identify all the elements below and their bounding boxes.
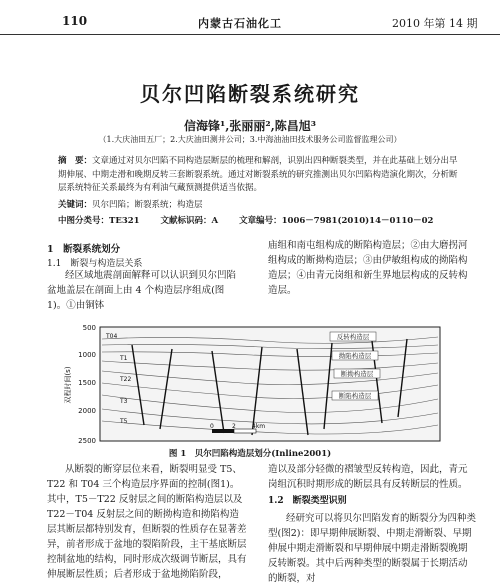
right-column-lower	[268, 462, 476, 586]
layer-label: 拗陷构造层	[338, 352, 372, 360]
paragraph-left-2: 从断裂的断穿层位来看，断裂明显受 T5、T22 和 T04 三个构造层序界面的控制(图1)。其中，T5－T22 反射层之间的断陷构造层以及 T22－T04 反射层之间的断拗构造和拗陷构造层其断层都特别发育，但断裂的性质存在显著差异，前者形成于盆地的裂陷阶段，主干基底断层控制盆地的结构，同时形成次级调节断层，具有伸展断层性质；后者形成于盆地拗陷阶段，	[47, 464, 247, 580]
y-tick-label: 2500	[78, 437, 96, 445]
horizon-label: T3	[120, 398, 128, 405]
keywords	[58, 198, 203, 210]
clc-value: TE321	[109, 216, 140, 226]
abstract-text: 文章通过对贝尔凹陷不同构造层断层的梳理和解剖，识别出四种断裂类型，并在此基础上划分出早期伸展、中期走滑和晚期反转三套断裂系统。通过对断裂系统的研究推测出贝尔凹陷构造演化期次，分析断层系统特征关系最终为有利油气藏预测提供适当依据。	[58, 156, 458, 193]
article-number-label: 文章编号：	[239, 216, 282, 226]
y-tick-label: 1000	[78, 351, 96, 359]
clc-label: 中图分类号：	[58, 216, 110, 226]
horizon-label: T1	[120, 355, 128, 362]
horizon-label: T04	[106, 333, 118, 340]
paragraph-right-1: 庙组和南屯组构成的断陷构造层；②由大磨拐河组构成的断拗构造层；③由伊敏组构成的拗陷构造层；④由青元岗组和新生界地层构成的反转构造层。	[268, 240, 468, 296]
seismic-section-svg	[62, 325, 442, 445]
y-axis	[63, 325, 96, 445]
scale-label: 4km	[252, 423, 266, 430]
paragraph-left-1: 经区域地震剖面解释可以认识到贝尔凹陷盆地盖层在剖面上由 4 个构造层序组成(图1)。①由铜钵	[47, 270, 237, 311]
section-heading-1-1: 1.1 断裂与构造层关系	[47, 259, 143, 269]
layer-label: 反转构造层	[336, 333, 370, 341]
figure-seismic-section	[62, 325, 442, 445]
journal-name: 内蒙古石油化工	[198, 17, 282, 30]
issue-info: 2010 年第 14 期	[392, 17, 478, 30]
clc-field	[58, 216, 140, 226]
y-tick-label: 500	[82, 325, 96, 332]
article-number-field	[239, 216, 433, 226]
section-heading-1: 1 断裂系统划分	[47, 244, 121, 255]
layer-label: 断陷构造层	[338, 392, 372, 400]
running-header	[0, 10, 500, 35]
figure-caption: 图 1 贝尔凹陷构造层划分(Inline2001)	[168, 449, 332, 459]
y-tick-label: 1500	[78, 379, 96, 387]
y-axis-label: 双程时间(s)	[64, 366, 72, 404]
section-heading-1-2: 1.2 断裂类型识别	[268, 496, 347, 506]
abstract-label: 摘 要：	[58, 156, 93, 166]
horizon-label: T5	[120, 418, 128, 425]
doc-code-field	[161, 216, 219, 226]
doc-code-value: A	[211, 216, 219, 226]
paragraph-right-3: 经研究可以将贝尔凹陷发育的断裂分为四种类型(图2)：即早期伸展断裂、中期走滑断裂、早期伸展中期走滑断裂和早期伸展中期走滑断裂晚期反转断裂。其中后两种类型的断裂属于长期活动的断裂，对	[268, 513, 477, 584]
affiliations: （1.大庆油田五厂；2.大庆油田测井公司；3.中海油油田技术服务公司监督监理公司）	[98, 135, 402, 144]
layer-label: 断拗构造层	[340, 370, 374, 378]
abstract	[58, 155, 458, 196]
page-number: 110	[62, 14, 88, 28]
article-number-value: 1006－7981(2010)14－0110－02	[281, 216, 434, 226]
scale-label: 2	[232, 423, 236, 430]
doc-code-label: 文献标识码：	[160, 216, 212, 226]
scale-label: 0	[210, 423, 214, 430]
classification-line	[58, 214, 478, 226]
horizon-label: T22	[120, 376, 132, 383]
keywords-text: 贝尔凹陷；断裂系统；构造层	[92, 200, 203, 210]
y-tick-label: 2000	[78, 407, 96, 415]
paragraph-right-2: 造以及部分轻微的褶皱型反转构造，因此，青元岗组沉积时期形成的断层具有反转断层的性质。	[268, 464, 468, 490]
authors: 信海锋¹,张丽丽²,陈昌旭³	[183, 119, 317, 133]
article-title: 贝尔凹陷断裂系统研究	[140, 82, 360, 106]
keywords-label: 关键词：	[58, 200, 93, 210]
